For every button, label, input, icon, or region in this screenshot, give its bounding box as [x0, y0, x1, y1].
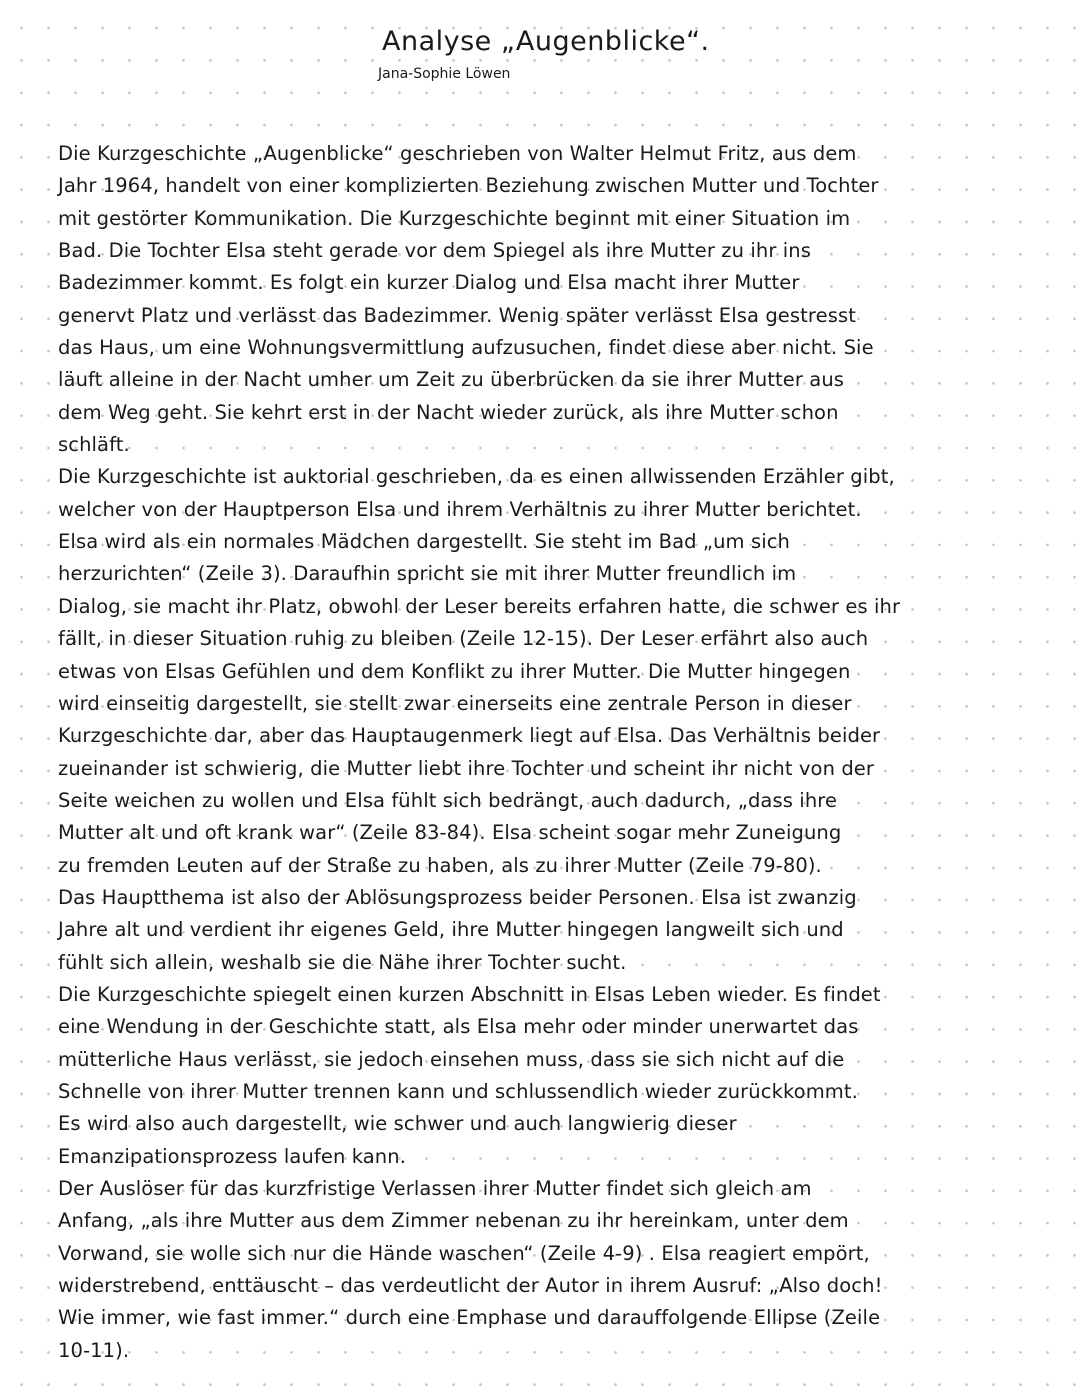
- text-line: Jahre alt und verdient ihr eigenes Geld, ihre Mutter hingegen langweilt sich und: [58, 918, 844, 942]
- text-line: Die Kurzgeschichte ist auktorial geschrieben, da es einen allwissenden Erzähler gibt,: [58, 465, 895, 489]
- text-line: wird einseitig dargestellt, sie stellt zwar einerseits eine zentrale Person in dieser: [58, 691, 852, 715]
- text-line: zu fremden Leuten auf der Straße zu haben, als zu ihrer Mutter (Zeile 79-80).: [58, 853, 822, 877]
- text-line: Die Kurzgeschichte „Augenblicke“ geschrieben von Walter Helmut Fritz, aus dem: [58, 142, 857, 165]
- text-line: Bad. Die Tochter Elsa steht gerade vor dem Spiegel als ihre Mutter zu ihr ins: [58, 239, 811, 263]
- text-line: Wie immer, wie fast immer.“ durch eine Emphase und darauffolgende Ellipse (Zeile: [58, 1306, 881, 1330]
- text-line: mit gestörter Kommunikation. Die Kurzgeschichte beginnt mit einer Situation im: [58, 206, 851, 230]
- text-line: etwas von Elsas Gefühlen und dem Konflikt zu ihrer Mutter. Die Mutter hingegen: [58, 659, 851, 683]
- text-line: mütterliche Haus verlässt, sie jedoch einsehen muss, dass sie sich nicht auf die: [58, 1047, 845, 1071]
- text-line: Badezimmer kommt. Es folgt ein kurzer Dialog und Elsa macht ihrer Mutter: [58, 271, 800, 295]
- text-line: Mutter alt und oft krank war“ (Zeile 83-84). Elsa scheint sogar mehr Zuneigung: [58, 821, 842, 845]
- text-line: zueinander ist schwierig, die Mutter liebt ihre Tochter und scheint ihr nicht von der: [58, 756, 875, 780]
- text-line: welcher von der Hauptperson Elsa und ihrem Verhältnis zu ihrer Mutter berichtet.: [58, 497, 862, 521]
- text-line: Jahr 1964, handelt von einer komplizierten Beziehung zwischen Mutter und Tochter: [58, 174, 879, 198]
- author-name: Jana-Sophie Löwen: [378, 66, 511, 82]
- text-line: schläft.: [58, 433, 130, 457]
- text-line: Die Kurzgeschichte spiegelt einen kurzen Abschnitt in Elsas Leben wieder. Es findet: [58, 982, 881, 1006]
- text-line: läuft alleine in der Nacht umher um Zeit zu überbrücken da sie ihrer Mutter aus: [58, 368, 845, 392]
- text-line: das Haus, um eine Wohnungsvermittlung aufzusuchen, findet diese aber nicht. Sie: [58, 336, 874, 360]
- text-line: Das Hauptthema ist also der Ablösungsprozess beider Personen. Elsa ist zwanzig: [58, 885, 857, 909]
- text-line: Es wird also auch dargestellt, wie schwer und auch langwierig dieser: [58, 1112, 737, 1136]
- text-line: Anfang, „als ihre Mutter aus dem Zimmer nebenan zu ihr hereinkam, unter dem: [58, 1209, 849, 1233]
- text-line: widerstrebend, enttäuscht – das verdeutlicht der Autor in ihrem Ausruf: „Also doch!: [58, 1274, 883, 1298]
- text-line: herzurichten“ (Zeile 3). Daraufhin spricht sie mit ihrer Mutter freundlich im: [58, 562, 797, 586]
- text-line: fällt, in dieser Situation ruhig zu bleiben (Zeile 12-15). Der Leser erfährt also auch: [58, 627, 869, 651]
- text-line: Emanzipationsprozess laufen kann.: [58, 1144, 407, 1168]
- text-line: eine Wendung in der Geschichte statt, als Elsa mehr oder minder unerwartet das: [58, 1015, 859, 1039]
- text-line: genervt Platz und verlässt das Badezimmer. Wenig später verlässt Elsa gestresst: [58, 303, 856, 327]
- text-line: Schnelle von ihrer Mutter trennen kann und schlussendlich wieder zurückkommt.: [58, 1079, 858, 1103]
- text-line: Seite weichen zu wollen und Elsa fühlt sich bedrängt, auch dadurch, „dass ihre: [58, 788, 838, 812]
- text-line: Dialog, sie macht ihr Platz, obwohl der Leser bereits erfahren hatte, die schwer es ihr: [58, 594, 901, 618]
- document-body: [58, 138, 1058, 1367]
- text-line: 10-11).: [58, 1338, 130, 1362]
- text-line: Kurzgeschichte dar, aber das Hauptaugenmerk liegt auf Elsa. Das Verhältnis beider: [58, 724, 881, 748]
- document-title: Analyse „Augenblicke“.: [382, 26, 710, 57]
- text-line: dem Weg geht. Sie kehrt erst in der Nacht wieder zurück, als ihre Mutter schon: [58, 400, 839, 424]
- text-line: Der Auslöser für das kurzfristige Verlassen ihrer Mutter findet sich gleich am: [58, 1177, 812, 1200]
- text-line: Elsa wird als ein normales Mädchen dargestellt. Sie steht im Bad „um sich: [58, 530, 791, 554]
- text-line: Vorwand, sie wolle sich nur die Hände waschen“ (Zeile 4-9) . Elsa reagiert empört,: [58, 1241, 870, 1265]
- text-line: fühlt sich allein, weshalb sie die Nähe ihrer Tochter sucht.: [58, 950, 627, 974]
